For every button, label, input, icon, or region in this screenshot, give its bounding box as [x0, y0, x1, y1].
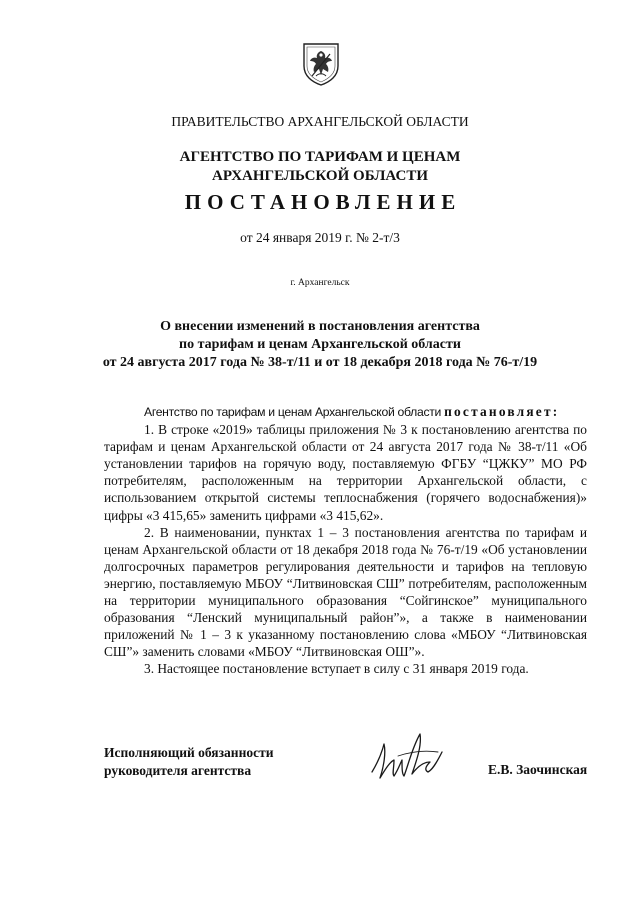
preamble-text: Агентство по тарифам и ценам Архангельской области: [144, 405, 445, 419]
signer-name: Е.В. Заочинская: [488, 762, 588, 777]
subject-line1: О внесении изменений в постановления агентства: [160, 319, 480, 334]
coat-of-arms-icon: [302, 42, 340, 86]
handwritten-signature: [368, 722, 448, 792]
signer-title-line1: Исполняющий обязанности: [104, 745, 274, 760]
signer-title-line2: руководителя агентства: [104, 763, 252, 778]
paragraph-3: 3. Настоящее постановление вступает в силу с 31 января 2019 года.: [144, 661, 529, 677]
document-city: г. Архангельск: [290, 278, 350, 288]
paragraph-1: 1. В строке «2019» таблицы приложения № 3 к постановлению агентства по тарифам и ценам Архангельской области от 24 августа 2017 года № 38-т/11 «Об установлении тарифов на горячую воду, поставляемую ФГБУ “ЦЖКУ” МО РФ потребителям, расположенным на территории Архангельской области, с использованием открытой системы теплоснабжения (горячего водоснабжения)» цифры «3 415,65» заменить цифрами «3 415,62».: [104, 422, 587, 523]
agency-name-line1: АГЕНТСТВО ПО ТАРИФАМ И ЦЕНАМ: [179, 149, 461, 165]
preamble-verb: постановляет:: [444, 404, 560, 419]
subject-line2: по тарифам и ценам Архангельской области: [179, 337, 461, 352]
agency-name-line2: АРХАНГЕЛЬСКОЙ ОБЛАСТИ: [212, 168, 428, 184]
preamble: [104, 403, 587, 421]
government-name: ПРАВИТЕЛЬСТВО АРХАНГЕЛЬСКОЙ ОБЛАСТИ: [171, 114, 469, 129]
agency-name: [0, 148, 640, 186]
document-subject: [0, 318, 640, 372]
signer-title: [104, 744, 274, 780]
document-type: ПОСТАНОВЛЕНИЕ: [184, 190, 462, 214]
document-date-number: от 24 января 2019 г. № 2-т/3: [240, 230, 400, 245]
subject-line3: от 24 августа 2017 года № 38-т/11 и от 18 декабря 2018 года № 76-т/19: [102, 355, 538, 370]
document-body: [104, 403, 587, 678]
paragraph-2: 2. В наименовании, пунктах 1 – 3 постановления агентства по тарифам и ценам Архангельской области от 18 декабря 2018 года № 76-т/19 «Об установлении долгосрочных параметров регулирования деятельности и тарифов на тепловую энергию, поставляемую МБОУ “Литвиновская СШ” потребителям, расположенным на территории муниципального образования “Сойгинское” муниципального образования “Ленский муниципальный район”», а также в наименовании приложений № 1 – 3 к указанному постановлению слова «МБОУ “Литвиновская СШ”» заменить словами «МБОУ “Литвиновская ОШ”».: [104, 524, 587, 660]
